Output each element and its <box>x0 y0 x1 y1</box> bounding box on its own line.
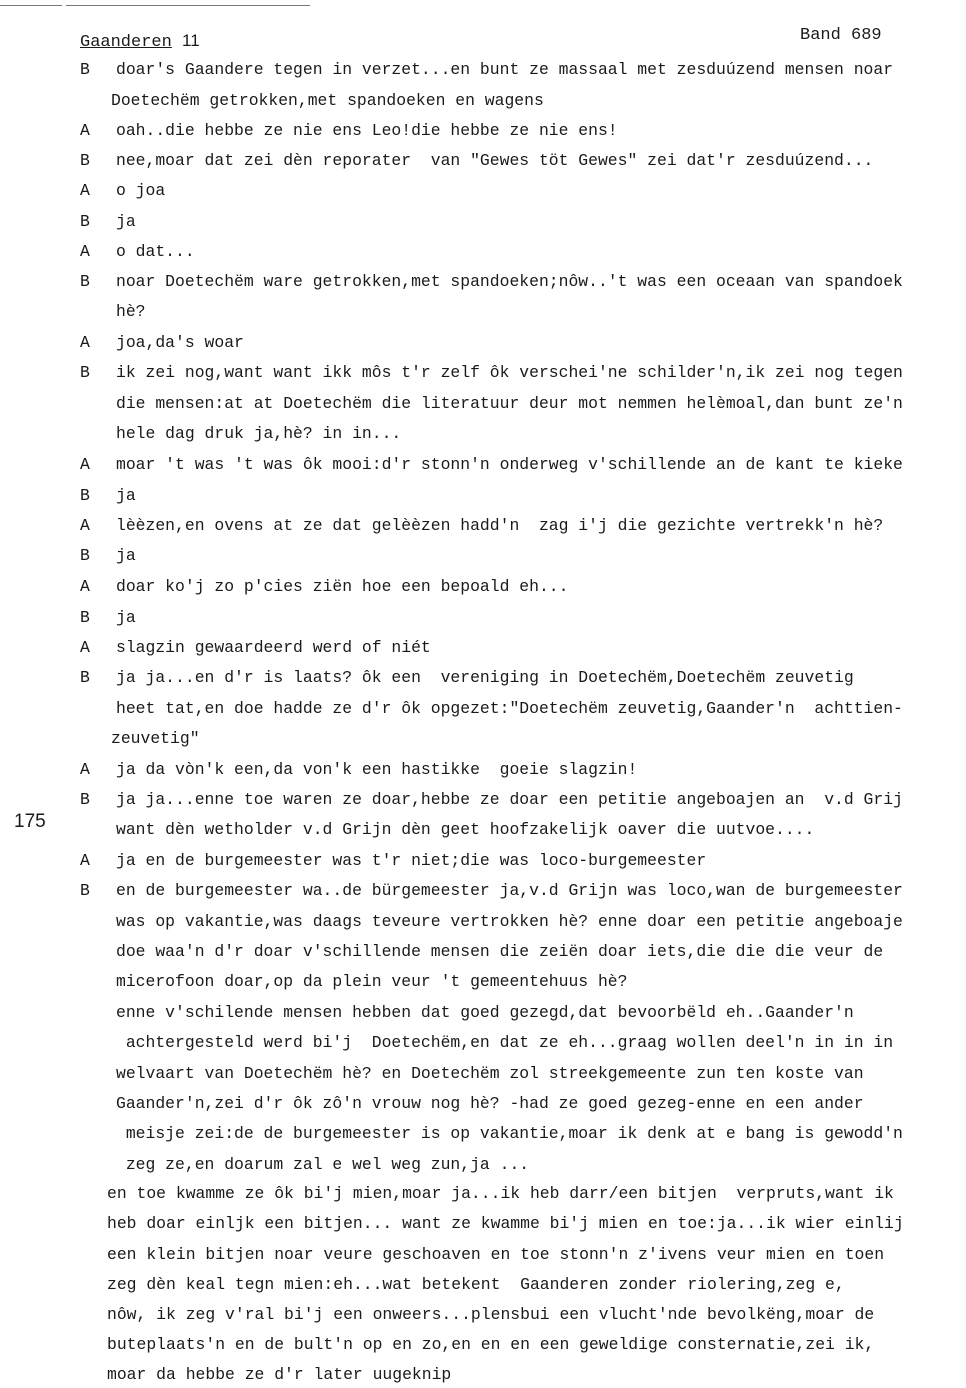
transcript-line: ja <box>116 546 136 565</box>
transcript-line: noar Doetechëm ware getrokken,met spandoeken;nôw..'t was een oceaan van spandoek <box>116 272 903 291</box>
transcript-line: o joa <box>116 181 166 200</box>
speaker-label: B <box>80 151 90 170</box>
top-rule-right <box>66 5 310 6</box>
transcript-line: welvaart van Doetechëm hè? en Doetechëm zol streekgemeente zun ten koste van <box>116 1064 864 1083</box>
speaker-label: B <box>80 363 90 382</box>
speaker-label: A <box>80 516 90 535</box>
transcript-line: en de burgemeester wa..de bürgemeester ja,v.d Grijn was loco,wan de burgemeester <box>116 881 903 900</box>
transcript-line: ja en de burgemeester was t'r niet;die was loco-burgemeester <box>116 851 707 870</box>
transcript-line: heet tat,en doe hadde ze d'r ôk opgezet:"Doetechëm zeuvetig,Gaander'n achttien- <box>116 699 903 718</box>
speaker-label: B <box>80 486 90 505</box>
transcript-line: doar ko'j zo p'cies ziën hoe een bepoald eh... <box>116 577 569 596</box>
speaker-label: A <box>80 333 90 352</box>
top-rule-left <box>0 5 62 6</box>
transcript-line: achtergesteld werd bi'j Doetechëm,en dat ze eh...graag wollen deel'n in in in <box>116 1033 894 1052</box>
speaker-label: A <box>80 760 90 779</box>
transcript-line: buteplaats'n en de bult'n op en zo,en en en een geweldige consternatie,zei ik, <box>107 1335 875 1354</box>
transcript-line: die mensen:at at Doetechëm die literatuur deur mot nemmen helèmoal,dan bunt ze'n <box>116 394 903 413</box>
transcript-line: oah..die hebbe ze nie ens Leo!die hebbe ze nie ens! <box>116 121 618 140</box>
transcript-line: ja <box>116 608 136 627</box>
speaker-label: B <box>80 546 90 565</box>
speaker-label: B <box>80 212 90 231</box>
margin-page-number: 175 <box>14 811 46 832</box>
transcript-line: een klein bitjen noar veure geschoaven en toe stonn'n z'ivens veur mien en toen <box>107 1245 885 1264</box>
transcript-line: ik zei nog,want want ikk môs t'r zelf ôk verschei'ne schilder'n,ik zei nog tegen <box>116 363 903 382</box>
transcript-line: ja ja...enne toe waren ze doar,hebbe ze doar een petitie angeboajen an v.d Grij <box>116 790 903 809</box>
transcript-line: o dat... <box>116 242 195 261</box>
page-header <box>80 31 200 53</box>
header-place: Gaanderen <box>80 33 172 52</box>
transcript-line: ja <box>116 212 136 231</box>
transcript-line: moar da hebbe ze d'r later uugeknip <box>107 1365 452 1384</box>
speaker-label: B <box>80 272 90 291</box>
speaker-label: A <box>80 638 90 657</box>
transcript-line: zeuvetig" <box>111 729 200 748</box>
transcript-line: Doetechëm getrokken,met spandoeken en wagens <box>111 91 544 110</box>
speaker-label: A <box>80 851 90 870</box>
transcript-line: doar's Gaandere tegen in verzet...en bunt ze massaal met zesduúzend mensen noar <box>116 60 894 79</box>
transcript-line: was op vakantie,was daags teveure vertrokken hè? enne doar een petitie angeboaje <box>116 912 903 931</box>
transcript-line: enne v'schilende mensen hebben dat goed gezegd,dat bevoorbëld eh..Gaander'n <box>116 1003 854 1022</box>
transcript-line: heb doar einljk een bitjen... want ze kwamme bi'j mien en toe:ja...ik wier einlij <box>107 1214 904 1233</box>
header-band: Band 689 <box>800 26 882 45</box>
transcript-line: joa,da's woar <box>116 333 244 352</box>
transcript-line: ja da vòn'k een,da von'k een hastikke goeie slagzin! <box>116 760 638 779</box>
transcript-line: zeg ze,en doarum zal e wel weg zun,ja ... <box>116 1155 530 1174</box>
transcript-line: want dèn wetholder v.d Grijn dèn geet hoofzakelijk oaver die uutvoe.... <box>116 820 815 839</box>
transcript-line: meisje zei:de de burgemeester is op vakantie,moar ik denk at e bang is gewodd'n <box>116 1124 903 1143</box>
speaker-label: A <box>80 577 90 596</box>
transcript-line: Gaander'n,zei d'r ôk zô'n vrouw nog hè? -had ze goed gezeg-enne en een ander <box>116 1094 864 1113</box>
speaker-label: B <box>80 60 90 79</box>
speaker-label: A <box>80 242 90 261</box>
speaker-label: B <box>80 668 90 687</box>
speaker-label: A <box>80 455 90 474</box>
transcript-line: zeg dèn keal tegn mien:eh...wat betekent Gaanderen zonder riolering,zeg e, <box>107 1275 845 1294</box>
speaker-label: B <box>80 608 90 627</box>
transcript-line: lèèzen,en ovens at ze dat gelèèzen hadd'n zag i'j die gezichte vertrekk'n hè? <box>116 516 884 535</box>
transcript-line: ja <box>116 486 136 505</box>
speaker-label: B <box>80 881 90 900</box>
transcript-line: en toe kwamme ze ôk bi'j mien,moar ja...ik heb darr/een bitjen verpruts,want ik <box>107 1184 894 1203</box>
speaker-label: B <box>80 790 90 809</box>
transcript-line: slagzin gewaardeerd werd of niét <box>116 638 431 657</box>
transcript-line: ja ja...en d'r is laats? ôk een vereniging in Doetechëm,Doetechëm zeuvetig <box>116 668 854 687</box>
header-page: 11 <box>182 31 200 50</box>
transcript-line: micerofoon doar,op da plein veur 't gemeentehuus hè? <box>116 972 628 991</box>
transcript-line: nôw, ik zeg v'ral bi'j een onweers...plensbui een vlucht'nde bevolkëng,moar de <box>107 1305 875 1324</box>
transcript-line: moar 't was 't was ôk mooi:d'r stonn'n onderweg v'schillende an de kant te kieke <box>116 455 903 474</box>
transcript-line: nee,moar dat zei dèn reporater van "Gewes töt Gewes" zei dat'r zesduúzend... <box>116 151 874 170</box>
transcript-line: hè? <box>116 302 146 321</box>
transcript-line: hele dag druk ja,hè? in in... <box>116 424 402 443</box>
transcript-line: doe waa'n d'r doar v'schillende mensen die zeiën doar iets,die die die veur de <box>116 942 884 961</box>
speaker-label: A <box>80 121 90 140</box>
speaker-label: A <box>80 181 90 200</box>
